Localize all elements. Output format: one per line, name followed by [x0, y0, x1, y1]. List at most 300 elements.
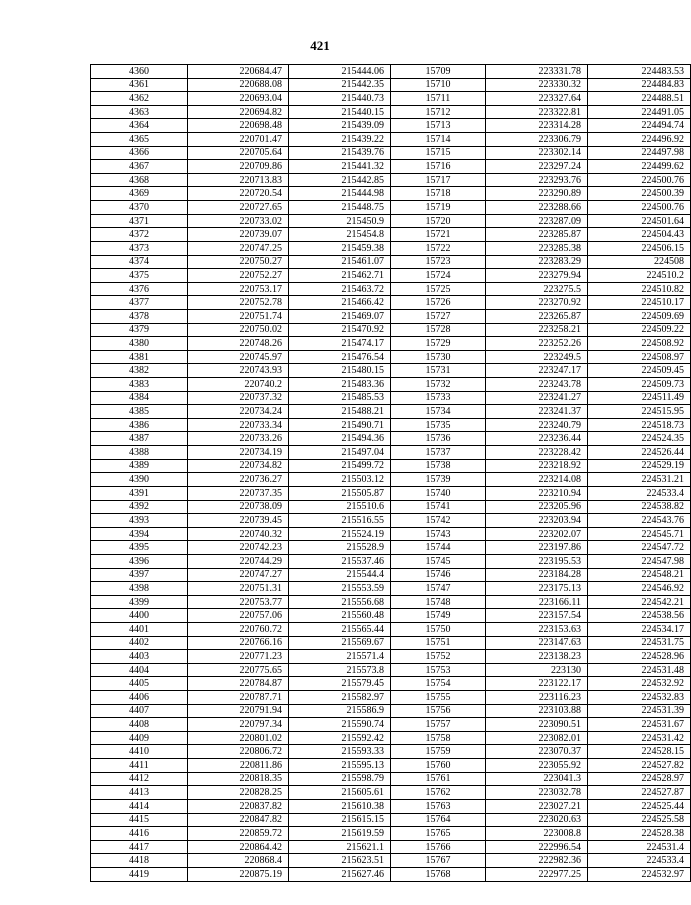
cell-point-number: 4419 [91, 867, 188, 881]
cell-point-number: 15765 [391, 827, 486, 841]
cell-point-number: 15726 [391, 296, 486, 310]
table-row [91, 854, 691, 868]
cell-x-coordinate: 223203.94 [486, 514, 588, 528]
cell-x-coordinate: 223202.07 [486, 527, 588, 541]
cell-x-coordinate: 220811.86 [188, 759, 289, 773]
cell-y-coordinate: 224511.49 [588, 391, 691, 405]
cell-point-number: 15763 [391, 799, 486, 813]
cell-x-coordinate: 223090.51 [486, 718, 588, 732]
cell-x-coordinate: 222996.54 [486, 840, 588, 854]
table-row [91, 568, 691, 582]
cell-y-coordinate: 224538.82 [588, 500, 691, 514]
cell-point-number: 15725 [391, 282, 486, 296]
cell-point-number: 15754 [391, 677, 486, 691]
cell-y-coordinate: 215485.53 [289, 391, 391, 405]
cell-point-number: 15759 [391, 745, 486, 759]
cell-point-number: 15767 [391, 854, 486, 868]
cell-point-number: 4411 [91, 759, 188, 773]
cell-x-coordinate: 220818.35 [188, 772, 289, 786]
cell-x-coordinate: 220734.82 [188, 459, 289, 473]
cell-y-coordinate: 215524.19 [289, 527, 391, 541]
cell-x-coordinate: 223195.53 [486, 554, 588, 568]
cell-y-coordinate: 215440.15 [289, 105, 391, 119]
cell-point-number: 15751 [391, 636, 486, 650]
cell-x-coordinate: 223241.27 [486, 391, 588, 405]
cell-x-coordinate: 220739.07 [188, 228, 289, 242]
cell-y-coordinate: 224529.19 [588, 459, 691, 473]
cell-point-number: 4380 [91, 337, 188, 351]
cell-point-number: 15724 [391, 269, 486, 283]
cell-y-coordinate: 215544.4 [289, 568, 391, 582]
cell-x-coordinate: 220733.02 [188, 214, 289, 228]
cell-y-coordinate: 215569.67 [289, 636, 391, 650]
cell-y-coordinate: 224532.92 [588, 677, 691, 691]
cell-y-coordinate: 215505.87 [289, 486, 391, 500]
cell-point-number: 4401 [91, 622, 188, 636]
cell-y-coordinate: 215605.61 [289, 786, 391, 800]
cell-point-number: 15731 [391, 364, 486, 378]
cell-y-coordinate: 215595.13 [289, 759, 391, 773]
cell-x-coordinate: 223293.76 [486, 173, 588, 187]
table-row [91, 133, 691, 147]
cell-point-number: 15766 [391, 840, 486, 854]
cell-x-coordinate: 220733.26 [188, 432, 289, 446]
cell-y-coordinate: 224532.83 [588, 691, 691, 705]
cell-y-coordinate: 215441.32 [289, 160, 391, 174]
cell-y-coordinate: 224526.44 [588, 446, 691, 460]
cell-x-coordinate: 223265.87 [486, 309, 588, 323]
cell-point-number: 15714 [391, 133, 486, 147]
cell-x-coordinate: 220753.77 [188, 595, 289, 609]
cell-y-coordinate: 215623.51 [289, 854, 391, 868]
cell-point-number: 15743 [391, 527, 486, 541]
cell-point-number: 15760 [391, 759, 486, 773]
cell-x-coordinate: 220693.04 [188, 92, 289, 106]
cell-point-number: 15761 [391, 772, 486, 786]
cell-point-number: 4372 [91, 228, 188, 242]
cell-x-coordinate: 223258.21 [486, 323, 588, 337]
cell-x-coordinate: 220775.65 [188, 663, 289, 677]
cell-x-coordinate: 223288.66 [486, 201, 588, 215]
cell-point-number: 4404 [91, 663, 188, 677]
cell-point-number: 4364 [91, 119, 188, 133]
cell-x-coordinate: 220737.35 [188, 486, 289, 500]
cell-point-number: 4381 [91, 350, 188, 364]
cell-y-coordinate: 224528.97 [588, 772, 691, 786]
cell-x-coordinate: 220797.34 [188, 718, 289, 732]
cell-x-coordinate: 223032.78 [486, 786, 588, 800]
cell-x-coordinate: 223247.17 [486, 364, 588, 378]
cell-point-number: 15746 [391, 568, 486, 582]
cell-x-coordinate: 220738.09 [188, 500, 289, 514]
table-row [91, 405, 691, 419]
cell-x-coordinate: 223166.11 [486, 595, 588, 609]
cell-y-coordinate: 215440.73 [289, 92, 391, 106]
cell-x-coordinate: 223103.88 [486, 704, 588, 718]
cell-point-number: 15742 [391, 514, 486, 528]
cell-point-number: 4363 [91, 105, 188, 119]
table-row [91, 486, 691, 500]
cell-y-coordinate: 215450.9 [289, 214, 391, 228]
cell-y-coordinate: 224508 [588, 255, 691, 269]
table-row [91, 309, 691, 323]
cell-point-number: 15736 [391, 432, 486, 446]
cell-point-number: 4408 [91, 718, 188, 732]
table-row [91, 527, 691, 541]
cell-x-coordinate: 223241.37 [486, 405, 588, 419]
cell-point-number: 15748 [391, 595, 486, 609]
cell-x-coordinate: 223285.38 [486, 241, 588, 255]
cell-y-coordinate: 215553.59 [289, 582, 391, 596]
cell-x-coordinate: 220727.65 [188, 201, 289, 215]
table-row [91, 160, 691, 174]
cell-point-number: 15733 [391, 391, 486, 405]
table-row [91, 718, 691, 732]
cell-y-coordinate: 215439.76 [289, 146, 391, 160]
table-row [91, 255, 691, 269]
cell-y-coordinate: 215490.71 [289, 418, 391, 432]
cell-point-number: 4386 [91, 418, 188, 432]
cell-point-number: 4413 [91, 786, 188, 800]
cell-point-number: 4388 [91, 446, 188, 460]
cell-y-coordinate: 215619.59 [289, 827, 391, 841]
cell-x-coordinate: 220739.45 [188, 514, 289, 528]
cell-x-coordinate: 222982.36 [486, 854, 588, 868]
cell-y-coordinate: 224531.48 [588, 663, 691, 677]
table-row [91, 119, 691, 133]
cell-point-number: 4392 [91, 500, 188, 514]
cell-y-coordinate: 224531.4 [588, 840, 691, 854]
cell-y-coordinate: 215560.48 [289, 609, 391, 623]
cell-point-number: 4390 [91, 473, 188, 487]
page-number: 421 [310, 38, 330, 53]
cell-y-coordinate: 224527.87 [588, 786, 691, 800]
cell-x-coordinate: 220713.83 [188, 173, 289, 187]
cell-y-coordinate: 215615.15 [289, 813, 391, 827]
cell-x-coordinate: 220828.25 [188, 786, 289, 800]
cell-y-coordinate: 215476.54 [289, 350, 391, 364]
cell-point-number: 4382 [91, 364, 188, 378]
cell-y-coordinate: 224543.76 [588, 514, 691, 528]
cell-point-number: 4361 [91, 78, 188, 92]
cell-x-coordinate: 223008.8 [486, 827, 588, 841]
cell-y-coordinate: 224525.58 [588, 813, 691, 827]
cell-x-coordinate: 220694.82 [188, 105, 289, 119]
cell-x-coordinate: 220801.02 [188, 731, 289, 745]
cell-x-coordinate: 220859.72 [188, 827, 289, 841]
cell-y-coordinate: 215510.6 [289, 500, 391, 514]
cell-x-coordinate: 220806.72 [188, 745, 289, 759]
cell-y-coordinate: 224527.82 [588, 759, 691, 773]
cell-x-coordinate: 220784.87 [188, 677, 289, 691]
cell-y-coordinate: 224547.98 [588, 554, 691, 568]
cell-x-coordinate: 220760.72 [188, 622, 289, 636]
cell-x-coordinate: 223138.23 [486, 650, 588, 664]
cell-y-coordinate: 224501.64 [588, 214, 691, 228]
cell-x-coordinate: 220742.23 [188, 541, 289, 555]
cell-point-number: 15715 [391, 146, 486, 160]
table-row [91, 840, 691, 854]
cell-x-coordinate: 223218.92 [486, 459, 588, 473]
cell-x-coordinate: 223027.21 [486, 799, 588, 813]
table-row [91, 391, 691, 405]
cell-y-coordinate: 224538.56 [588, 609, 691, 623]
table-row [91, 92, 691, 106]
cell-x-coordinate: 223290.89 [486, 187, 588, 201]
cell-point-number: 15720 [391, 214, 486, 228]
cell-point-number: 4407 [91, 704, 188, 718]
cell-x-coordinate: 220751.31 [188, 582, 289, 596]
cell-y-coordinate: 224547.72 [588, 541, 691, 555]
cell-y-coordinate: 224508.92 [588, 337, 691, 351]
cell-point-number: 4373 [91, 241, 188, 255]
cell-y-coordinate: 224531.21 [588, 473, 691, 487]
cell-point-number: 15727 [391, 309, 486, 323]
cell-x-coordinate: 220753.17 [188, 282, 289, 296]
cell-y-coordinate: 215448.75 [289, 201, 391, 215]
cell-y-coordinate: 215592.42 [289, 731, 391, 745]
cell-y-coordinate: 215461.07 [289, 255, 391, 269]
table-row [91, 663, 691, 677]
cell-point-number: 4399 [91, 595, 188, 609]
cell-point-number: 4405 [91, 677, 188, 691]
table-row [91, 296, 691, 310]
table-row [91, 337, 691, 351]
cell-x-coordinate: 220733.34 [188, 418, 289, 432]
cell-point-number: 4378 [91, 309, 188, 323]
table-row [91, 105, 691, 119]
cell-point-number: 15716 [391, 160, 486, 174]
cell-point-number: 4403 [91, 650, 188, 664]
cell-y-coordinate: 215469.07 [289, 309, 391, 323]
cell-y-coordinate: 224494.74 [588, 119, 691, 133]
cell-point-number: 4417 [91, 840, 188, 854]
cell-y-coordinate: 224508.97 [588, 350, 691, 364]
cell-point-number: 15755 [391, 691, 486, 705]
cell-x-coordinate: 223205.96 [486, 500, 588, 514]
cell-y-coordinate: 215571.4 [289, 650, 391, 664]
cell-x-coordinate: 223210.94 [486, 486, 588, 500]
cell-y-coordinate: 215474.17 [289, 337, 391, 351]
cell-y-coordinate: 224531.67 [588, 718, 691, 732]
table-row [91, 745, 691, 759]
cell-y-coordinate: 224506.15 [588, 241, 691, 255]
cell-point-number: 4375 [91, 269, 188, 283]
cell-y-coordinate: 224524.35 [588, 432, 691, 446]
cell-x-coordinate: 220737.32 [188, 391, 289, 405]
cell-y-coordinate: 215582.97 [289, 691, 391, 705]
cell-y-coordinate: 215442.85 [289, 173, 391, 187]
cell-point-number: 4387 [91, 432, 188, 446]
cell-y-coordinate: 224497.98 [588, 146, 691, 160]
cell-y-coordinate: 215573.8 [289, 663, 391, 677]
cell-x-coordinate: 223285.87 [486, 228, 588, 242]
cell-x-coordinate: 220745.97 [188, 350, 289, 364]
cell-point-number: 4412 [91, 772, 188, 786]
cell-y-coordinate: 215463.72 [289, 282, 391, 296]
cell-x-coordinate: 223327.64 [486, 92, 588, 106]
cell-y-coordinate: 215586.9 [289, 704, 391, 718]
table-row [91, 636, 691, 650]
cell-point-number: 15718 [391, 187, 486, 201]
table-row [91, 323, 691, 337]
cell-point-number: 15752 [391, 650, 486, 664]
cell-x-coordinate: 220787.71 [188, 691, 289, 705]
cell-y-coordinate: 215488.21 [289, 405, 391, 419]
cell-y-coordinate: 224525.44 [588, 799, 691, 813]
cell-x-coordinate: 220688.08 [188, 78, 289, 92]
cell-point-number: 15713 [391, 119, 486, 133]
cell-x-coordinate: 220847.82 [188, 813, 289, 827]
cell-x-coordinate: 223197.86 [486, 541, 588, 555]
cell-x-coordinate: 223243.78 [486, 378, 588, 392]
cell-point-number: 4365 [91, 133, 188, 147]
cell-point-number: 4391 [91, 486, 188, 500]
cell-x-coordinate: 220736.27 [188, 473, 289, 487]
table-row [91, 827, 691, 841]
table-row [91, 146, 691, 160]
table-row [91, 867, 691, 881]
cell-y-coordinate: 224491.05 [588, 105, 691, 119]
cell-point-number: 4370 [91, 201, 188, 215]
table-row [91, 269, 691, 283]
cell-x-coordinate: 220757.06 [188, 609, 289, 623]
cell-point-number: 15764 [391, 813, 486, 827]
cell-point-number: 15749 [391, 609, 486, 623]
cell-x-coordinate: 220744.29 [188, 554, 289, 568]
cell-point-number: 4389 [91, 459, 188, 473]
cell-y-coordinate: 224542.21 [588, 595, 691, 609]
cell-x-coordinate: 223184.28 [486, 568, 588, 582]
cell-x-coordinate: 220750.02 [188, 323, 289, 337]
cell-y-coordinate: 215480.15 [289, 364, 391, 378]
cell-point-number: 4366 [91, 146, 188, 160]
table-row [91, 541, 691, 555]
cell-point-number: 15712 [391, 105, 486, 119]
cell-x-coordinate: 223228.42 [486, 446, 588, 460]
table-row [91, 473, 691, 487]
cell-point-number: 15717 [391, 173, 486, 187]
cell-y-coordinate: 224534.17 [588, 622, 691, 636]
cell-y-coordinate: 224532.97 [588, 867, 691, 881]
cell-point-number: 15721 [391, 228, 486, 242]
cell-y-coordinate: 215565.44 [289, 622, 391, 636]
table-row [91, 759, 691, 773]
cell-y-coordinate: 224533.4 [588, 854, 691, 868]
table-row [91, 799, 691, 813]
cell-point-number: 4384 [91, 391, 188, 405]
cell-y-coordinate: 224500.76 [588, 201, 691, 215]
cell-point-number: 4395 [91, 541, 188, 555]
cell-y-coordinate: 224483.53 [588, 65, 691, 79]
coordinates-table [90, 64, 691, 882]
cell-point-number: 4362 [91, 92, 188, 106]
cell-point-number: 4398 [91, 582, 188, 596]
cell-point-number: 4393 [91, 514, 188, 528]
cell-x-coordinate: 220740.2 [188, 378, 289, 392]
cell-x-coordinate: 220705.64 [188, 146, 289, 160]
table-row [91, 350, 691, 364]
cell-x-coordinate: 223283.29 [486, 255, 588, 269]
cell-y-coordinate: 224510.2 [588, 269, 691, 283]
cell-point-number: 15740 [391, 486, 486, 500]
cell-point-number: 4376 [91, 282, 188, 296]
coordinates-table-body [91, 65, 691, 882]
table-row [91, 731, 691, 745]
cell-y-coordinate: 224548.21 [588, 568, 691, 582]
cell-point-number: 4406 [91, 691, 188, 705]
cell-x-coordinate: 223122.17 [486, 677, 588, 691]
cell-point-number: 4360 [91, 65, 188, 79]
cell-y-coordinate: 215556.68 [289, 595, 391, 609]
cell-point-number: 15729 [391, 337, 486, 351]
cell-y-coordinate: 224510.17 [588, 296, 691, 310]
table-row [91, 364, 691, 378]
cell-point-number: 4367 [91, 160, 188, 174]
cell-y-coordinate: 215462.71 [289, 269, 391, 283]
cell-point-number: 15753 [391, 663, 486, 677]
cell-point-number: 15722 [391, 241, 486, 255]
cell-x-coordinate: 220864.42 [188, 840, 289, 854]
table-row [91, 228, 691, 242]
cell-y-coordinate: 215466.42 [289, 296, 391, 310]
cell-x-coordinate: 223331.78 [486, 65, 588, 79]
cell-x-coordinate: 220734.24 [188, 405, 289, 419]
cell-y-coordinate: 215579.45 [289, 677, 391, 691]
cell-x-coordinate: 220751.74 [188, 309, 289, 323]
cell-y-coordinate: 224500.76 [588, 173, 691, 187]
cell-y-coordinate: 224484.83 [588, 78, 691, 92]
cell-y-coordinate: 224509.73 [588, 378, 691, 392]
cell-x-coordinate: 223279.94 [486, 269, 588, 283]
cell-y-coordinate: 224528.96 [588, 650, 691, 664]
cell-y-coordinate: 215593.33 [289, 745, 391, 759]
cell-point-number: 15710 [391, 78, 486, 92]
cell-point-number: 4397 [91, 568, 188, 582]
cell-y-coordinate: 224528.15 [588, 745, 691, 759]
cell-point-number: 4374 [91, 255, 188, 269]
table-row [91, 432, 691, 446]
cell-x-coordinate: 220740.32 [188, 527, 289, 541]
cell-y-coordinate: 215590.74 [289, 718, 391, 732]
cell-point-number: 4410 [91, 745, 188, 759]
cell-x-coordinate: 220701.47 [188, 133, 289, 147]
cell-y-coordinate: 224510.82 [588, 282, 691, 296]
cell-point-number: 15711 [391, 92, 486, 106]
cell-x-coordinate: 220752.78 [188, 296, 289, 310]
cell-x-coordinate: 220709.86 [188, 160, 289, 174]
table-row [91, 214, 691, 228]
cell-x-coordinate: 222977.25 [486, 867, 588, 881]
table-row [91, 187, 691, 201]
cell-y-coordinate: 215627.46 [289, 867, 391, 881]
cell-x-coordinate: 223322.81 [486, 105, 588, 119]
cell-y-coordinate: 215444.98 [289, 187, 391, 201]
cell-x-coordinate: 223252.26 [486, 337, 588, 351]
cell-x-coordinate: 220771.23 [188, 650, 289, 664]
cell-y-coordinate: 215442.35 [289, 78, 391, 92]
cell-x-coordinate: 223306.79 [486, 133, 588, 147]
cell-y-coordinate: 224531.39 [588, 704, 691, 718]
cell-x-coordinate: 220747.27 [188, 568, 289, 582]
cell-x-coordinate: 223275.5 [486, 282, 588, 296]
cell-y-coordinate: 215470.92 [289, 323, 391, 337]
cell-x-coordinate: 223175.13 [486, 582, 588, 596]
table-row [91, 78, 691, 92]
cell-point-number: 15758 [391, 731, 486, 745]
cell-point-number: 4379 [91, 323, 188, 337]
cell-x-coordinate: 220868.4 [188, 854, 289, 868]
